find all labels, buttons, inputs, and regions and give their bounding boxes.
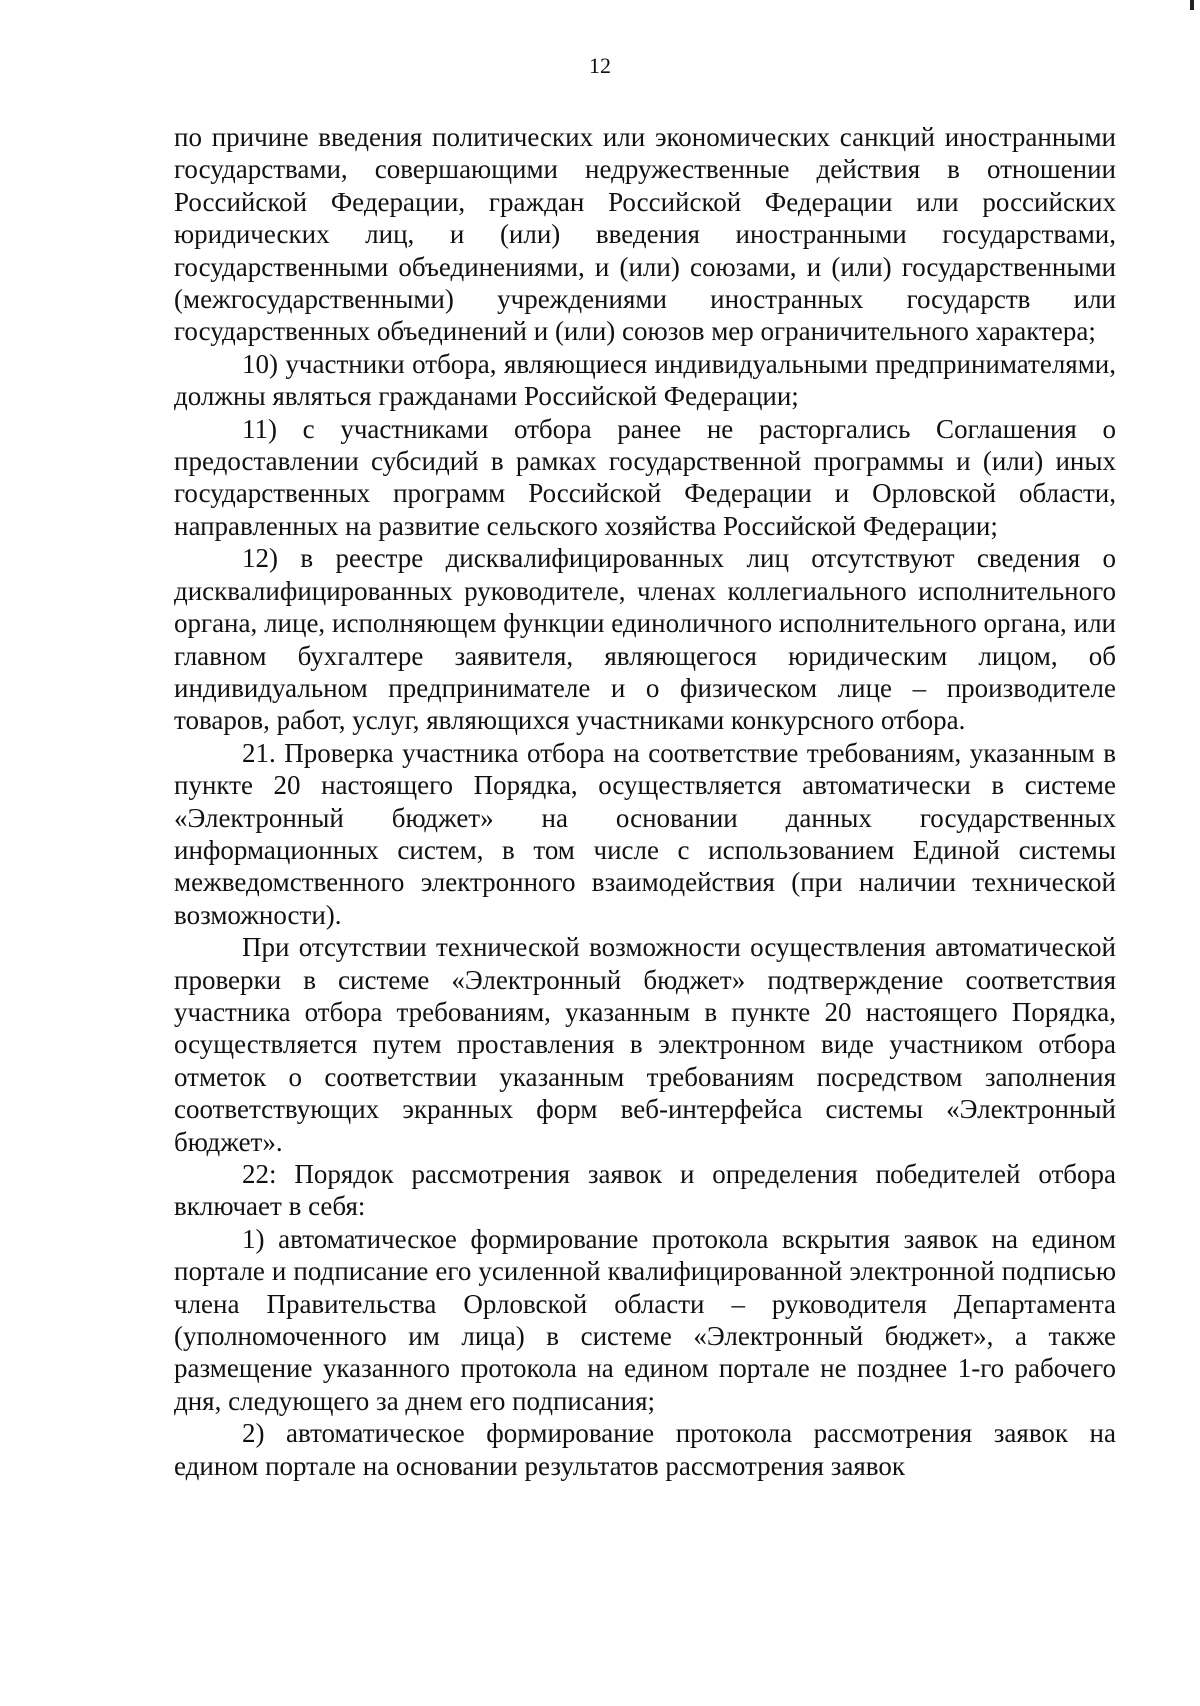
paragraph-clause-22-item-1: 1) автоматическое формирование протокола вскрытия заявок на едином портале и подписание его усиленной квалифицированной электронной подписью члена Правительства Орловской области – руководителя Департамента (уполномоченного им лица) в системе «Электронный бюджет», а также размещение указанного протокола на едином портале не позднее 1-го рабочего дня, следующего за днем его подписания; bbox=[174, 1223, 1116, 1416]
paragraph-manual-verification: При отсутствии технической возможности осуществления автоматической проверки в системе «Электронный бюджет» подтверждение соответствия участника отбора требованиям, указанным в пункте 20 настоящего Порядка, осуществляется путем проставления в электронном виде участником отбора отметок о соответствии указанным требованиям посредством заполнения соответствующих экранных форм веб-интерфейса системы «Электронный бюджет». bbox=[174, 932, 1116, 1157]
paragraph-item-12: 12) в реестре дисквалифицированных лиц отсутствуют сведения о дисквалифицированных руководителе, членах коллегиального исполнительного органа, лице, исполняющем функции единоличного исполнительного органа, или главном бухгалтере заявителя, являющегося юридическим лицом, об индивидуальном предпринимателе и о физическом лице – производителе товаров, работ, услуг, являющихся участниками конкурсного отбора. bbox=[174, 543, 1116, 736]
paragraph-clause-21: 21. Проверка участника отбора на соответствие требованиям, указанным в пункте 20 настоящего Порядка, осуществляется автоматически в системе «Электронный бюджет» на основании данных государственных информационных систем, в том числе с использованием Единой системы межведомственного электронного взаимодействия (при наличии технической возможности). bbox=[174, 737, 1116, 930]
scan-edge-mark bbox=[1190, 0, 1194, 10]
page-number: 12 bbox=[589, 53, 611, 78]
paragraph-item-10: 10) участники отбора, являющиеся индивидуальными предпринимателями, должны являться гражданами Российской Федерации; bbox=[174, 348, 1116, 412]
paragraph-item-11: 11) с участниками отбора ранее не расторгались Соглашения о предоставлении субсидий в рамках государственной программы и (или) иных государственных программ Российской Федерации и Орловской области, направленных на развитие сельского хозяйства Российской Федерации; bbox=[174, 413, 1116, 541]
paragraph-clause-22: 22: Порядок рассмотрения заявок и определения победителей отбора включает в себя: bbox=[174, 1159, 1116, 1222]
paragraph-clause-22-item-2: 2) автоматическое формирование протокола рассмотрения заявок на едином портале на основании результатов рассмотрения заявок bbox=[174, 1418, 1116, 1481]
document-body bbox=[174, 121, 1116, 1482]
paragraph-sanctions-continuation: по причине введения политических или экономических санкций иностранными государствами, совершающими недружественные действия в отношении Российской Федерации, граждан Российской Федерации или российских юридических лиц, и (или) введения иностранными государствами, государственными объединениями, и (или) союзами, и (или) государственными (межгосударственными) учреждениями иностранных государств или государственных объединений и (или) союзов мер ограничительного характера; bbox=[174, 122, 1116, 347]
